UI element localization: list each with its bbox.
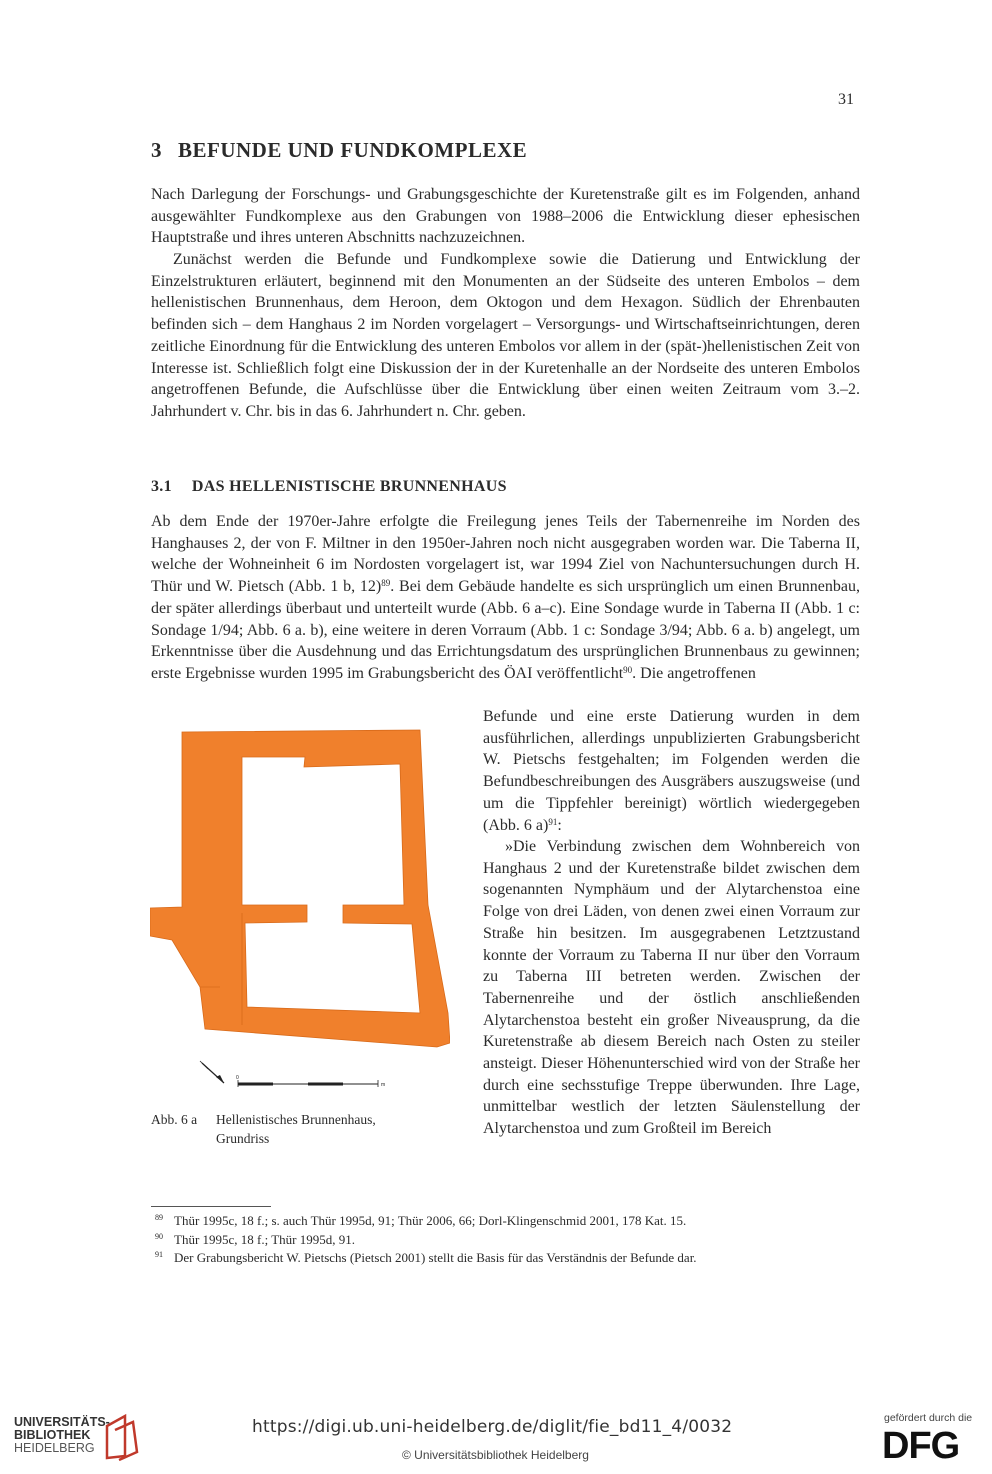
quote-paragraph: »Die Verbindung zwischen dem Wohnbereich von Hanghaus 2 und der Kuretenstraße bildet zwischen dem sogenannten Nymphäum und der Alytarchenstoa eine Folge von drei Läden, von denen zwei einen Vorraum zur Straße hin besitzen. Im ausgegrabenen Letztzustand konnte der Vorraum zu Taberna II nur über den Vorraum zu Taberna III betreten werden. Zwischen der Tabernenreihe und der östlich anschließenden Alytarchenstoa besteht ein großer Niveausprung, da die Kuretenstraße ab diesem Bereich nach Osten zu steiler ansteigt. Dieser Höhenunterschied wird von der Straße her durch eine sechsstufige Treppe überwunden. Ihre Lage, unmittelbar westlich der letzten Säulenstellung der Alytarchenstoa und zum Großteil im Bereich <box>483 838 860 1138</box>
section-title-text: DAS HELLENISTISCHE BRUNNENHAUS <box>191 478 507 495</box>
footnote-number: 90 <box>155 1231 163 1241</box>
footnotes <box>151 1212 860 1268</box>
figure-caption-line: Grundriss <box>216 1131 270 1146</box>
funding-label: gefördert durch die <box>884 1412 973 1424</box>
scale-bar <box>236 1075 385 1088</box>
scale-label-start: 0 <box>236 1075 239 1081</box>
page-number: 31 <box>838 91 854 108</box>
north-arrow <box>200 1061 224 1083</box>
library-name-line: UNIVERSITÄTS- <box>14 1415 110 1429</box>
footnote-text: Thür 1995c, 18 f.; s. auch Thür 1995d, 91; Thür 2006, 66; Dorl-Klingenschmid 2001, 178 Kat. 15. <box>174 1213 687 1228</box>
column-paragraph-text: : <box>557 816 562 834</box>
library-name-line: HEIDELBERG <box>14 1441 95 1455</box>
section-paragraph-text: . Bei dem Gebäude handelte es sich ursprünglich um einen Brunnenbau, der später allerdings überbaut und unterteilt wurde (Abb. 6 a–c). Eine Sondage wurde in Taberna II (Abb. 1 c: Sondage 1/94; Abb. 6 a. b), eine weitere in deren Vorraum (Abb. 1 c: Sondage 3/94; Abb. 6 a. b) angelegt, um Erkenntnisse über die Ausdehnung und das Errichtungsdatum des ursprünglichen Brunnenbaus zu gewinnen; erste Ergebnisse wurden 1995 im Grabungsbericht des ÖAI veröffentlicht <box>151 578 861 682</box>
library-name-line: BIBLIOTHEK <box>14 1428 91 1442</box>
scale-label-unit: m <box>381 1082 386 1088</box>
figure-label: Abb. 6 a <box>151 1112 198 1127</box>
footnote-number: 89 <box>155 1213 163 1222</box>
footnote-ref-90[interactable]: 90 <box>623 664 633 675</box>
footnote-text: Thür 1995c, 18 f.; Thür 1995d, 91. <box>174 1231 356 1247</box>
footnote-89 <box>151 1212 860 1231</box>
floor-plan-drawing <box>150 725 450 1100</box>
intro-paragraph-2: Zunächst werden die Befunde und Fundkomplexe sowie die Datierung und Entwicklung der Einzelstrukturen erläutert, beginnend mit den Monumenten an der Südseite des unteren Embolos – dem hellenistischen Brunnenhaus, dem Heroon, dem Oktogon und dem Hexagon. Südlich der Ehrenbauten befinden sich – dem Hanghaus 2 im Norden vorgelagert – Versorgungs- und Wirtschaftseinrichtungen, deren zeitliche Einordnung für die Entwicklung des unteren Embolos vor allem in der (spät-)hellenistischen Zeit von Interesse ist. Schließlich folgt eine Diskussion der in der Kuretenhalle an der Nordseite des unteren Embolos angetroffenen Befunde, die Aufschlüsse über die Entwicklung über einen weiten Zeitraum vom 3.–2. Jahrhundert v. Chr. bis in das 6. Jahrhundert n. Chr. geben. <box>151 251 860 420</box>
library-logo[interactable] <box>14 1416 110 1455</box>
copyright-notice: © Universitätsbibliothek Heidelberg <box>402 1448 589 1462</box>
chapter-title-text: BEFUNDE UND FUNDKOMPLEXE <box>178 138 528 162</box>
permalink-url[interactable]: https://digi.ub.uni-heidelberg.de/diglit/fie_bd11_4/0032 <box>252 1417 733 1437</box>
section-paragraph-text: Ab dem Ende der 1970er-Jahre erfolgte die Freilegung jenes Teils der Tabernenreihe im Norden des Hanghauses 2, der von F. Miltner in den 1950er-Jahren noch nicht ausgegraben worden war. Die Taberna II, welche der Wohneinheit 6 im Nordosten vorgelagert ist, war 1994 Ziel von Nachuntersuchungen durch H. Thür und W. Pietsch (Abb. 1 b, 12) <box>151 513 860 596</box>
section-title <box>151 478 507 496</box>
section-paragraph-text: . Die angetroffenen <box>632 664 756 682</box>
footnote-91 <box>151 1249 860 1268</box>
column-paragraph <box>483 706 860 836</box>
section-number: 3.1 <box>151 478 172 495</box>
section-paragraph <box>151 511 860 685</box>
figure-caption-line: Hellenistisches Brunnenhaus, <box>216 1112 376 1127</box>
chapter-number: 3 <box>151 138 162 162</box>
footnote-divider <box>151 1206 271 1207</box>
viewer-footer <box>0 1398 992 1474</box>
brunnenhaus-plan <box>150 730 450 1047</box>
footnote-number: 91 <box>155 1250 163 1259</box>
footnote-ref-91[interactable]: 91 <box>548 816 558 827</box>
column-paragraph-text: Befunde und eine erste Datierung wurden in dem ausführlichen, allerdings unpublizierten Grabungsbericht W. Pietschs festgehalten; im Folgenden werden die Befundbeschreibungen des Ausgräbers auszugsweise (und um die Tippfehler bereinigt) wörtlich wiedergegeben (Abb. 6 a) <box>483 708 860 834</box>
chapter-title <box>151 138 527 163</box>
dfg-logo[interactable]: DFG <box>882 1425 960 1467</box>
intro-paragraph-1: Nach Darlegung der Forschungs- und Grabungsgeschichte der Kuretenstraße gilt es im Folgenden, anhand ausgewählter Fundkomplexe aus den Grabungen von 1988–2006 die Entwicklung dieser ephesischen Hauptstraße und ihres unteren Abschnitts nachzuzeichnen. <box>151 186 860 247</box>
footnote-ref-89[interactable]: 89 <box>381 578 391 589</box>
footnote-90 <box>151 1231 860 1250</box>
floor-plan-figure <box>150 725 450 1100</box>
footnote-text: Der Grabungsbericht W. Pietschs (Pietsch 2001) stellt die Basis für das Verständnis der Befunde dar. <box>174 1250 697 1265</box>
library-emblem-icon <box>103 1412 139 1462</box>
